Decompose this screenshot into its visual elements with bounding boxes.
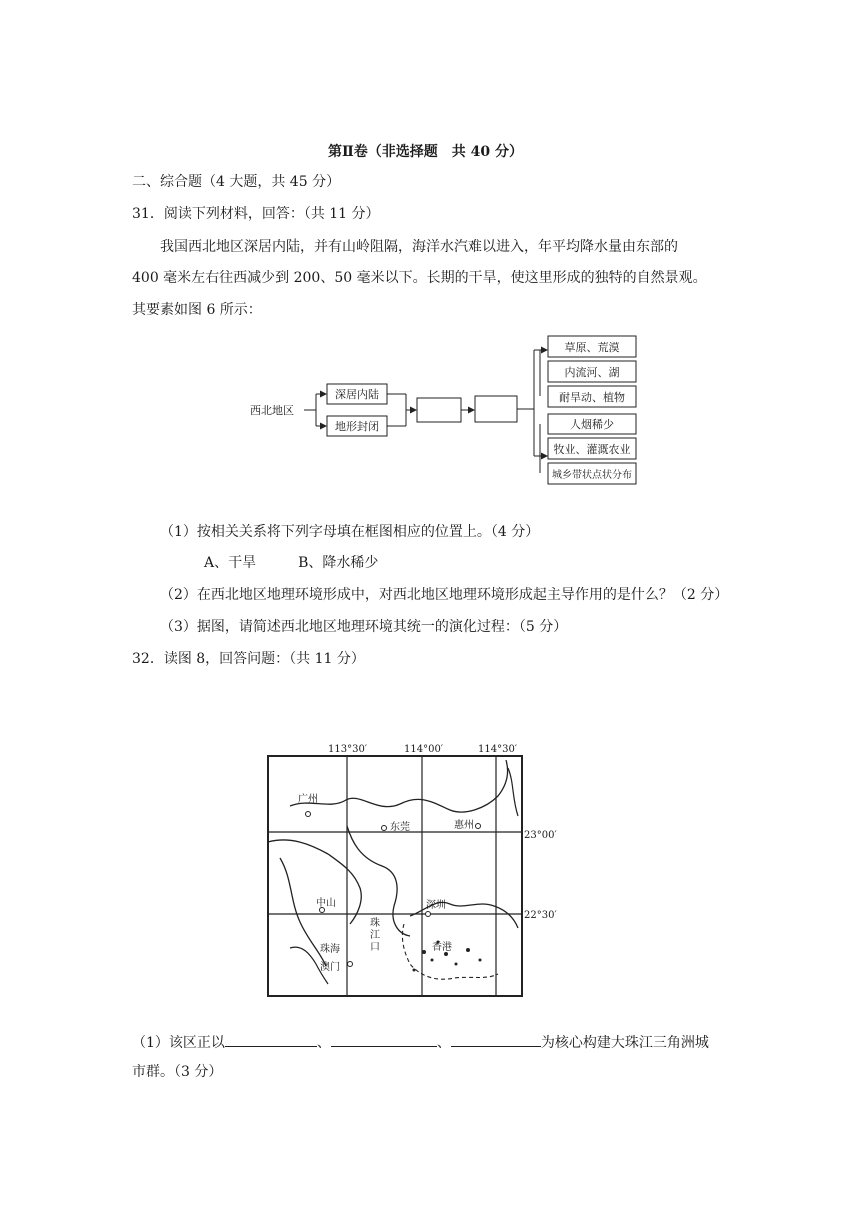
figure-6-flow-diagram xyxy=(240,330,650,490)
q31-options: A、干旱 B、降水稀少 xyxy=(204,555,379,571)
figure-8-pearl-river-delta-map xyxy=(250,738,570,1000)
diagram-cause-2: 地形封闭 xyxy=(335,420,379,433)
diagram-result-1: 草原、荒漠 xyxy=(564,341,620,354)
lat-label-1: 23°00′ xyxy=(524,830,557,841)
diagram-cause-1: 深居内陆 xyxy=(335,388,379,401)
q32-heading: 32．读图 8，回答问题：（共 11 分） xyxy=(132,651,365,667)
lat-label-2: 22°30′ xyxy=(524,910,557,921)
label-shenzhen: 深圳 xyxy=(426,900,446,911)
lon-label-2: 114°00′ xyxy=(404,744,444,755)
part-heading: 二、综合题（4 大题，共 45 分） xyxy=(132,174,341,190)
guangzhou-marker xyxy=(306,812,311,817)
macau-marker xyxy=(348,962,353,967)
label-macau: 澳门 xyxy=(320,962,340,973)
q32-sub-question-1-line-2: 市群。（3 分） xyxy=(132,1064,223,1080)
q32-sub-question-1 xyxy=(132,1030,709,1053)
q32-q1-suffix: 为核心构建大珠江三角洲城 xyxy=(540,1035,709,1051)
q31-paragraph-line-1: 我国西北地区深居内陆，并有山岭阻隔，海洋水汽难以进入，年平均降水量由东部的 xyxy=(160,239,678,255)
q31-sub-question-3: （3）据图，请简述西北地区地理环境其统一的演化过程：（5 分） xyxy=(160,619,568,635)
diagram-result-6: 城乡带状点状分布 xyxy=(552,470,632,481)
label-pearl-river-estuary-2: 江 xyxy=(370,930,380,941)
answer-blank-3[interactable] xyxy=(451,1030,541,1047)
q31-sub-question-2: （2）在西北地区地理环境形成中，对西北地区地理环境形成起主导作用的是什么？（2 分） xyxy=(160,587,729,603)
lon-label-1: 113°30′ xyxy=(328,744,368,755)
lon-label-3: 114°30′ xyxy=(478,744,518,755)
label-pearl-river-estuary-1: 珠 xyxy=(370,918,380,929)
label-dongguan: 东莞 xyxy=(390,822,410,833)
huizhou-marker xyxy=(476,824,481,829)
answer-blank-2[interactable] xyxy=(331,1030,437,1047)
label-guangzhou: 广州 xyxy=(298,794,318,805)
diagram-result-2: 内流河、湖 xyxy=(564,366,620,379)
q32-q1-prefix: （1）该区正以 xyxy=(132,1035,225,1051)
diagram-root: 西北地区 xyxy=(250,404,294,417)
q31-paragraph-line-2: 400 毫米左右往西减少到 200、50 毫米以下。长期的干旱，使这里形成的独特的自然景观。 xyxy=(132,270,707,286)
label-hong-kong: 香港 xyxy=(432,942,452,953)
q31-sub-question-1: （1）按相关关系将下列字母填在框图相应的位置上。（4 分） xyxy=(160,524,540,540)
label-zhongshan: 中山 xyxy=(316,898,336,909)
diagram-result-5: 牧业、灌溉农业 xyxy=(553,443,631,456)
diagram-result-4: 人烟稀少 xyxy=(570,418,614,431)
shenzhen-marker xyxy=(426,912,431,917)
q31-paragraph-line-3: 其要素如图 6 所示： xyxy=(132,302,262,318)
label-pearl-river-estuary-3: 口 xyxy=(370,942,380,953)
label-zhuhai: 珠海 xyxy=(320,944,340,955)
label-huizhou: 惠州 xyxy=(454,820,474,831)
q31-heading: 31．阅读下列材料，回答：（共 11 分） xyxy=(132,206,380,222)
q32-q1-sep-2: 、 xyxy=(436,1035,451,1051)
dongguan-marker xyxy=(382,826,387,831)
q32-q1-sep-1: 、 xyxy=(316,1035,331,1051)
answer-blank-1[interactable] xyxy=(225,1030,317,1047)
section-title: 第Ⅱ卷（非选择题 共 40 分） xyxy=(328,144,524,160)
diagram-result-3: 耐旱动、植物 xyxy=(559,391,625,404)
